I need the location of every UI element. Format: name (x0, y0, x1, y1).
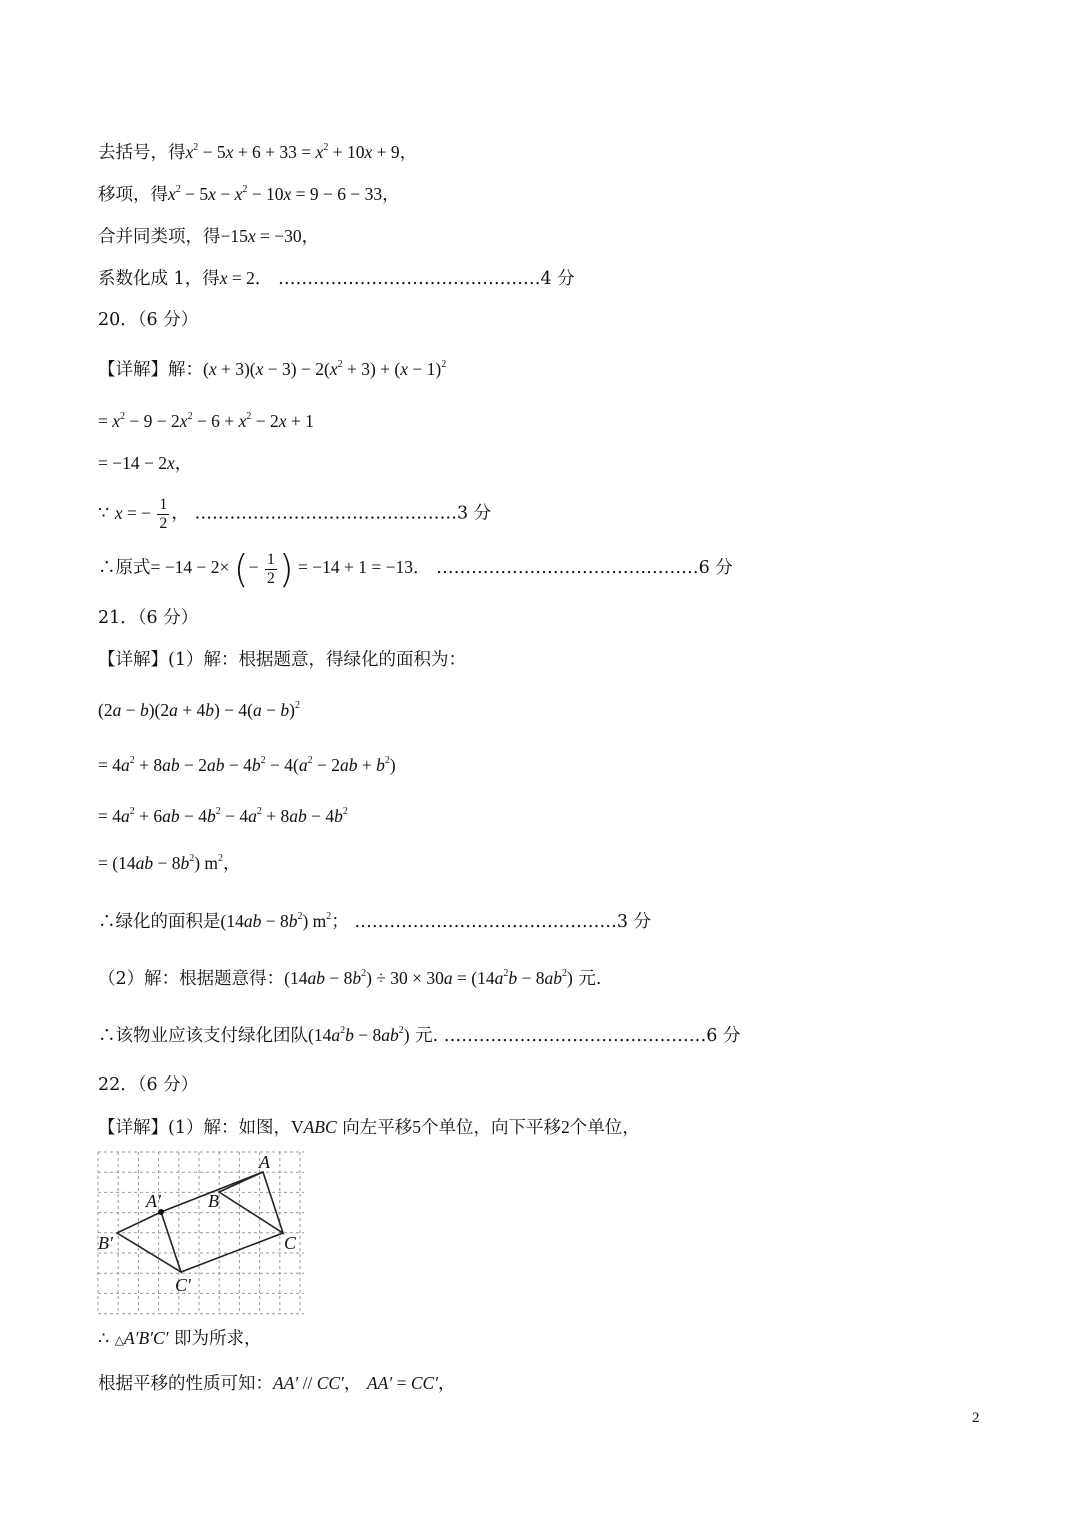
q20-expression (98, 358, 446, 381)
equation: $(14a^2b - 8ab^2)$ (308, 1025, 410, 1045)
q21-expand (98, 754, 396, 777)
therefore-label: ∴绿化的面积是 (98, 912, 221, 932)
text: 向左平移 (336, 1118, 413, 1138)
step-label: 合并同类项，得 (98, 227, 221, 247)
q21-expand-2 (98, 805, 348, 828)
grid (98, 1152, 304, 1314)
score: 4 分 (540, 269, 575, 289)
q22-conclusion (98, 1327, 262, 1351)
step-label: 系数化成 1，得 (98, 269, 220, 289)
triangle-symbol: △ (114, 1333, 124, 1347)
label-b-prime: B′ (98, 1233, 113, 1253)
text: 根据平移的性质可知： (98, 1374, 273, 1394)
triangle-name: ABC (303, 1117, 337, 1137)
question-21-header: 21．（6 分） (98, 608, 199, 628)
equation: $(x + 3)(x - 3) - 2(x^2 + 3) + (x - 1)^2$ (203, 359, 447, 379)
score: 3 分 (456, 503, 492, 524)
equation: $(14ab - 8b^2) \div 30 \times 30a = (14a^2b - 8ab^2)$ (284, 968, 573, 988)
equation: = $4a^2 + 6ab - 4b^2 - 4a^2 + 8ab - 4b^2$ (98, 806, 348, 826)
triangle-a1b1c1 (117, 1212, 181, 1272)
step-move-terms: 移项，得$x^2 - 5x - x^2 - 10x = 9 - 6 - 33$， (98, 184, 400, 205)
text: 即为所求， (168, 1329, 262, 1349)
equation: $(2a - b)(2a + 4b) - 4(a - b)^2$ (98, 700, 300, 720)
score: 6 分 (706, 1026, 741, 1046)
question-20-header: 20．（6 分） (98, 310, 199, 330)
q22-intro (98, 1116, 640, 1139)
label-c-prime: C′ (175, 1275, 191, 1295)
triangle-abc (219, 1172, 283, 1233)
equation: = −14 − 2× (− $\frac{1}{2}$ ) = −14 + 1 = −13 (150, 547, 413, 591)
q21-expression (98, 699, 300, 722)
equation: −15x = −30 (220, 226, 302, 246)
number: 5 (412, 1117, 421, 1137)
label-b: B (208, 1191, 219, 1211)
therefore-label: ∴原式 (98, 558, 151, 579)
q20-simplify: = −14 − 2x， (98, 453, 193, 474)
step-remove-brackets: 去括号，得$x^2 - 5x + 6 + 33 = x^2 + 10x + 9$， (98, 142, 418, 163)
text: 个单位，向下平移 (420, 1118, 561, 1138)
text: 个单位， (569, 1118, 640, 1138)
q20-result: ∴原式= −14 − 2× (− $\frac{1}{2}$ ) = −14 + 1 = −13． ………………………………………6 分 (98, 547, 733, 591)
because-label: ∵ (98, 503, 115, 524)
q21-area-result: ∴绿化的面积是$(14ab - 8b^2)$ $m^2$； ………………………………………3 分 (98, 911, 652, 932)
dot-leader: ……………………………………… (436, 558, 699, 579)
dot-leader: ……………………………………… (194, 503, 457, 524)
page-number: 2 (972, 1410, 980, 1426)
equation: = −14 − 2x (98, 453, 175, 473)
q21-part2 (98, 967, 601, 990)
score: 6 分 (698, 558, 733, 579)
translation-figure (96, 1148, 308, 1318)
equation: $x^2 - 5x - x^2 - 10x = 9 - 6 - 33$ (168, 184, 383, 204)
step-label: 去括号，得 (98, 143, 186, 163)
q21-payment-result (98, 1024, 740, 1047)
part-label: （2）解：根据题意得： (98, 969, 285, 989)
equation: AA′ // CC′ (273, 1373, 344, 1393)
equation: = $x^2 - 9 - 2x^2 - 6 + x^2 - 2x + 1$ (98, 411, 314, 431)
equation: AA′ = CC′ (366, 1373, 438, 1393)
equation: $x^2 - 5x + 6 + 33 = x^2 + 10x + 9$ (185, 142, 400, 162)
question-22-header: 22．（6 分） (98, 1075, 199, 1095)
unit-suffix: 元. (578, 969, 602, 989)
label-a: A (259, 1152, 270, 1172)
equation: = $(14ab - 8b^2)$ $m^2$ (98, 853, 224, 873)
dot-leader: ……………………………………… (277, 269, 541, 289)
therefore-label: ∴该物业应该支付绿化团队 (98, 1026, 308, 1046)
equation: $(14ab - 8b^2)$ $m^2$ (220, 911, 332, 931)
triangle-symbol: V (290, 1117, 304, 1137)
detail-label: 【详解】解： (98, 360, 203, 380)
equation: = $4a^2 + 8ab - 2ab - 4b^2 - 4(a^2 - 2ab + b^2)$ (98, 755, 396, 775)
step-combine: 合并同类项，得−15x = −30， (98, 226, 320, 247)
q20-given: ∵ x = − $\frac{1}{2}$ ， ………………………………………3 分 (98, 496, 492, 532)
triangle-name: A′B′C′ (123, 1328, 169, 1348)
step-coefficient: 系数化成 1，得x = 2． ………………………………………4 分 (98, 268, 575, 289)
number: 2 (560, 1117, 570, 1137)
label-c: C (284, 1233, 297, 1253)
unit-suffix: 元. (415, 1026, 439, 1046)
label-a-prime: A′ (146, 1191, 161, 1211)
dot-leader: ……………………………………… (443, 1026, 707, 1046)
q22-property: 根据平移的性质可知：AA′ // CC′， AA′ = CC′， (98, 1373, 456, 1394)
step-label: 移项，得 (98, 185, 168, 205)
score: 3 分 (616, 912, 652, 932)
equation: x = − $\frac{1}{2}$ (114, 496, 168, 532)
q20-expand (98, 410, 314, 433)
q21-intro: 【详解】(1）解：根据题意，得绿化的面积为： (98, 650, 466, 670)
equation: x = 2 (219, 268, 255, 288)
dot-leader: ……………………………………… (354, 912, 617, 932)
detail-label: 【详解】(1）解：如图， (98, 1118, 291, 1138)
q21-simplify: = $(14ab - 8b^2)$ $m^2$， (98, 853, 241, 874)
therefore-label: ∴ (98, 1329, 115, 1349)
